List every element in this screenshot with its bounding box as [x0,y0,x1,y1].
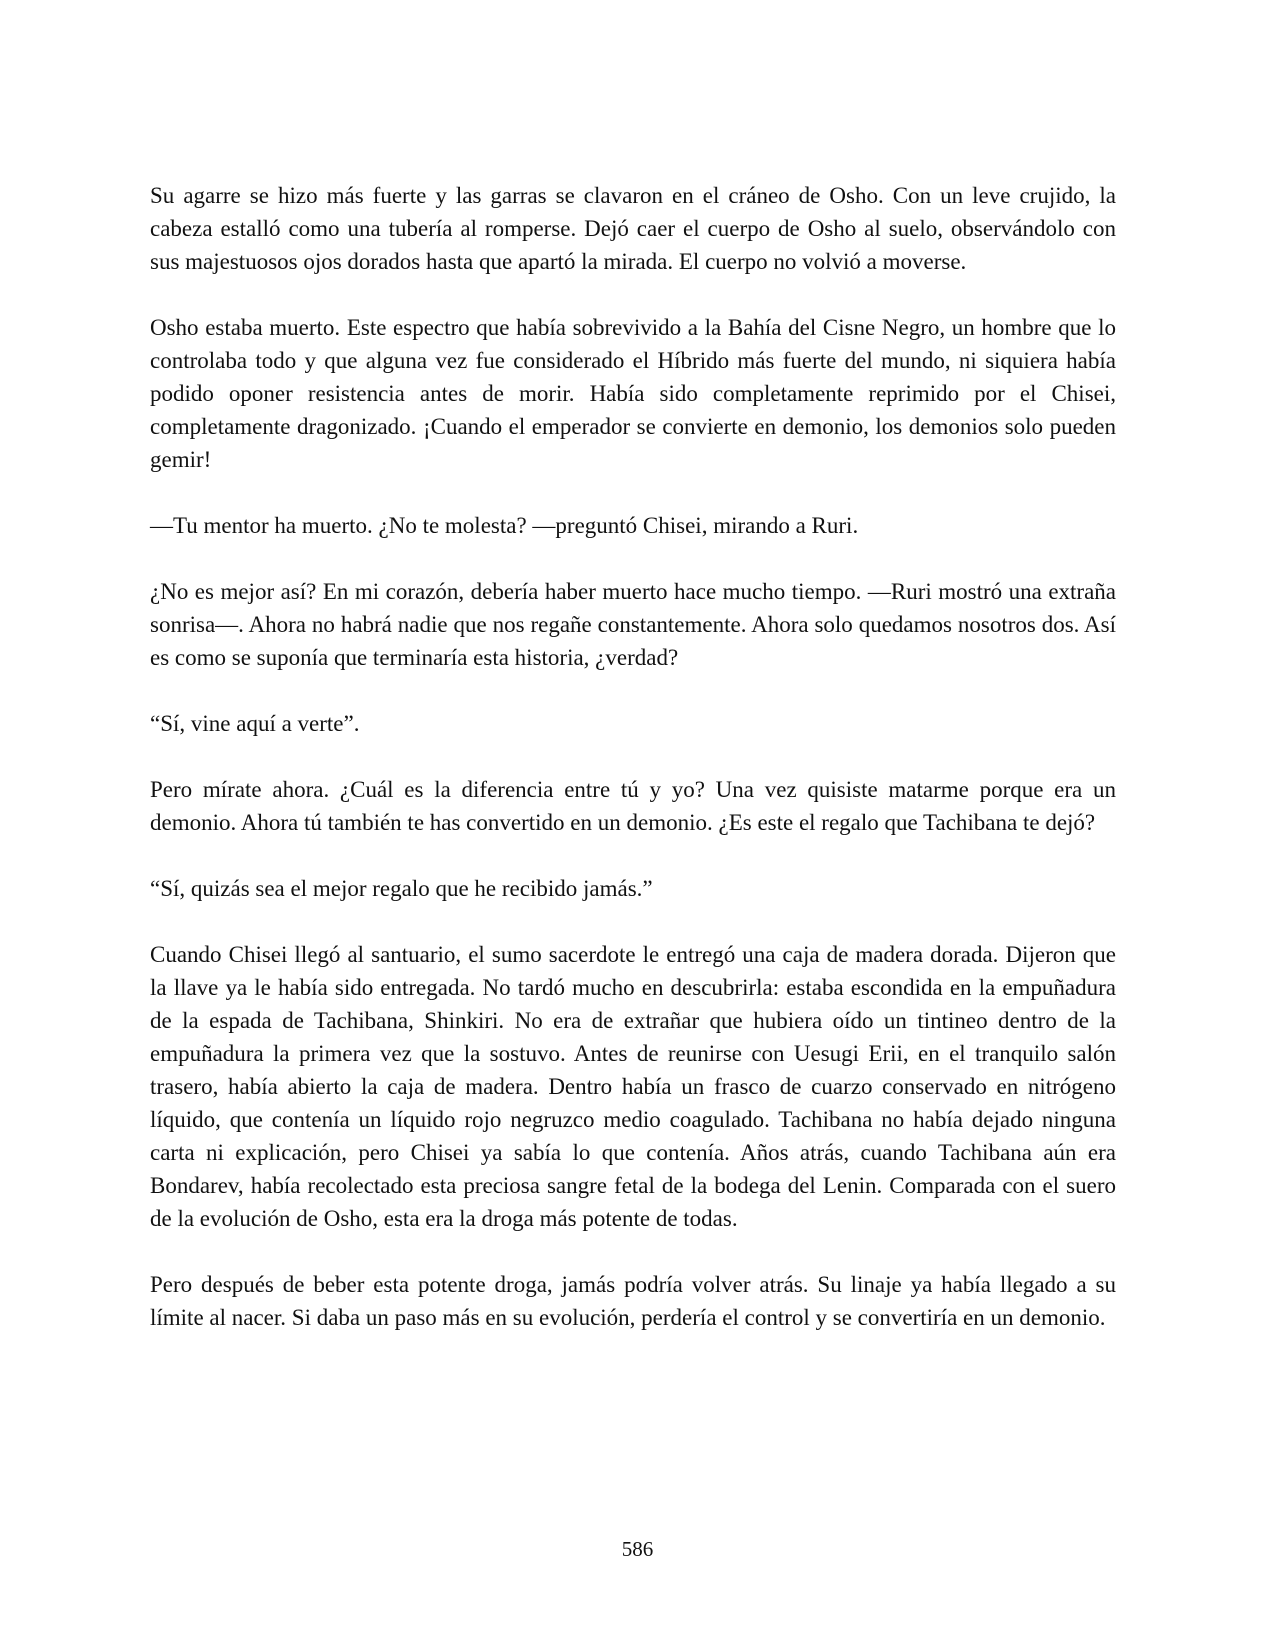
paragraph: Su agarre se hizo más fuerte y las garras se clavaron en el cráneo de Osho. Con un leve crujido, la cabeza estalló como una tubería al romperse. Dejó caer el cuerpo de Osho al suelo, observándolo con sus majestuosos ojos dorados hasta que apartó la mirada. El cuerpo no volvió a moverse. [150,183,1116,274]
dialogue-line: —Tu mentor ha muerto. ¿No te molesta? —preguntó Chisei, mirando a Ruri. [150,513,859,538]
paragraph: Cuando Chisei llegó al santuario, el sumo sacerdote le entregó una caja de madera dorada. Dijeron que la llave ya le había sido entregada. No tardó mucho en descubrirla: estaba escondida en la empuñadura de la espada de Tachibana, Shinkiri. No era de extrañar que hubiera oído un tintineo dentro de la empuñadura la primera vez que la sostuvo. Antes de reunirse con Uesugi Erii, en el tranquilo salón trasero, había abierto la caja de madera. Dentro había un frasco de cuarzo conservado en nitrógeno líquido, que contenía un líquido rojo negruzco medio coagulado. Tachibana no había dejado ninguna carta ni explicación, pero Chisei ya sabía lo que contenía. Años atrás, cuando Tachibana aún era Bondarev, había recolectado esta preciosa sangre fetal de la bodega del Lenin. Comparada con el suero de la evolución de Osho, esta era la droga más potente de todas. [150,942,1116,1231]
paragraph: Pero mírate ahora. ¿Cuál es la diferencia entre tú y yo? Una vez quisiste matarme porque era un demonio. Ahora tú también te has convertido en un demonio. ¿Es este el regalo que Tachibana te dejó? [150,777,1116,835]
dialogue-line: “Sí, vine aquí a verte”. [150,711,360,736]
dialogue-line: “Sí, quizás sea el mejor regalo que he recibido jamás.” [150,876,653,901]
paragraph: Osho estaba muerto. Este espectro que había sobrevivido a la Bahía del Cisne Negro, un hombre que lo controlaba todo y que alguna vez fue considerado el Híbrido más fuerte del mundo, ni siquiera había podido oponer resistencia antes de morir. Había sido completamente reprimido por el Chisei, completamente dragonizado. ¡Cuando el emperador se convierte en demonio, los demonios solo pueden gemir! [150,315,1116,472]
body-text [150,179,1116,1367]
page-number: 586 [621,1537,654,1561]
paragraph: Pero después de beber esta potente droga, jamás podría volver atrás. Su linaje ya había llegado a su límite al nacer. Si daba un paso más en su evolución, perdería el control y se convertiría en un demonio. [150,1272,1116,1330]
paragraph: ¿No es mejor así? En mi corazón, debería haber muerto hace mucho tiempo. —Ruri mostró una extraña sonrisa—. Ahora no habrá nadie que nos regañe constantemente. Ahora solo quedamos nosotros dos. Así es como se suponía que terminaría esta historia, ¿verdad? [150,579,1116,670]
